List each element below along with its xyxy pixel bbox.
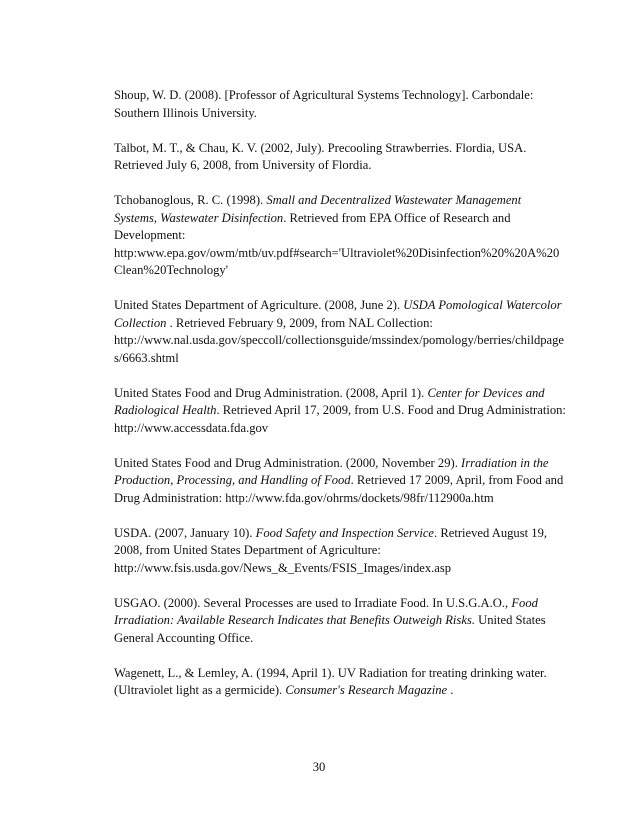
reference-text: Talbot, M. T., & Chau, K. V. (2002, July). Precooling Strawberries. Flordia, USA. Retrieved July 6, 2008, from University of Flordia. <box>114 140 527 172</box>
reference-text: Shoup, W. D. (2008). [Professor of Agricultural Systems Technology]. Carbondale: Southern Illinois University. <box>114 88 534 120</box>
reference-text: . <box>447 683 454 697</box>
reference-entry <box>114 385 566 438</box>
reference-entry <box>114 665 566 700</box>
reference-text: . Retrieved February 9, 2009, from NAL Collection: http://www.nal.usda.gov/speccoll/collectionsguide/mssindex/pomology/berries/childpage s/6663.shtml <box>114 315 565 365</box>
reference-text: United States Department of Agriculture. (2008, June 2). <box>114 298 404 312</box>
reference-text: United States Food and Drug Administration. (2000, November 29). <box>114 455 461 470</box>
reference-title: Center for Devices and Radiological Health <box>114 385 545 417</box>
reference-title: Small and Decentralized Wastewater Management Systems, Wastewater Disinfection <box>114 193 522 225</box>
reference-text: . Retrieved 17 2009, April, from Food and Drug Administration: http://www.fda.gov/ohrms/dockets/98fr/112900a.htm <box>114 473 564 505</box>
reference-text: . Retrieved from EPA Office of Research and Development: <box>114 210 511 242</box>
reference-text: USDA. (2007, January 10). <box>114 525 256 540</box>
reference-entry <box>114 87 566 122</box>
reference-title: Food Safety and Inspection Service <box>255 525 435 540</box>
reference-text: United States Food and Drug Administration. (2008, April 1). <box>114 385 428 400</box>
reference-entry <box>114 595 566 648</box>
reference-text: . Retrieved April 17, 2009, from U.S. Food and Drug Administration: http://www.accessdata.fda.gov <box>114 403 566 435</box>
reference-text: . Retrieved August 19, 2008, from United States Department of Agriculture: http://www.fsis.usda.gov/News_&_Events/FSIS_Images/index.asp <box>114 525 548 575</box>
reference-entry <box>114 297 566 367</box>
reference-entry <box>114 455 566 508</box>
reference-title: USDA Pomological Watercolor Collection <box>114 298 562 330</box>
reference-text: USGAO. (2000). Several Processes are used to Irradiate Food. In U.S.G.A.O., <box>114 595 512 610</box>
reference-text: Wagenett, L., & Lemley, A. (1994, April 1). UV Radiation for treating drinking water. (Ultraviolet light as a germicide). <box>114 665 547 697</box>
reference-list <box>114 87 566 717</box>
reference-title: Food Irradiation: Available Research Indicates that Benefits Outweigh Risks. <box>114 595 538 627</box>
reference-title: Irradiation in the Production, Processing, and Handling of Food <box>114 455 549 487</box>
reference-entry <box>114 140 566 175</box>
reference-text: United States General Accounting Office. <box>114 613 546 645</box>
reference-title: Consumer's Research Magazine <box>285 683 448 697</box>
reference-text: Tchobanoglous, R. C. (1998). <box>114 193 267 207</box>
reference-entry <box>114 525 566 578</box>
page-number: 30 <box>312 760 326 774</box>
reference-text: http:www.epa.gov/owm/mtb/uv.pdf#search='Ultraviolet%20Disinfection%20%20A%20Clean%20Technology' <box>114 245 560 277</box>
reference-entry <box>114 192 566 280</box>
